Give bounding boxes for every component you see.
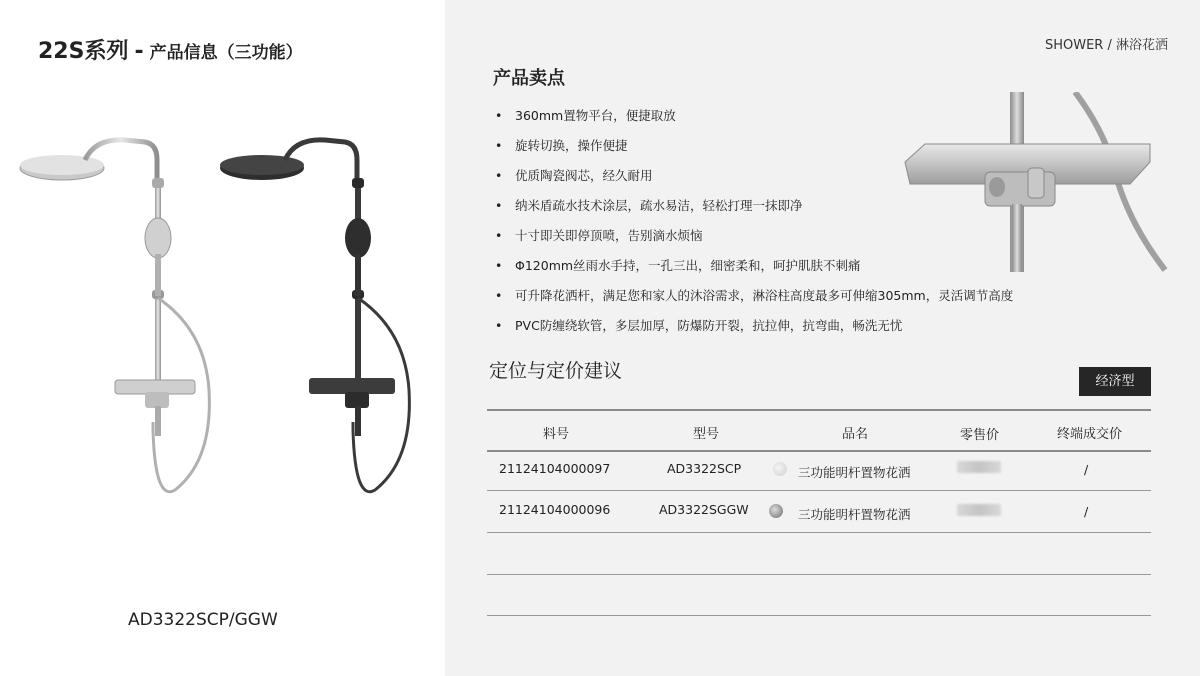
cell-model: AD3322SCP bbox=[667, 461, 742, 476]
column-header-model: 型号 bbox=[693, 427, 720, 442]
selling-points-title: 产品卖点 bbox=[493, 68, 565, 89]
pricing-section-title: 定位与定价建议 bbox=[489, 360, 623, 382]
product-info-panel bbox=[445, 0, 1200, 676]
page-subtitle: 产品信息（三功能） bbox=[149, 43, 303, 63]
chrome-shower-image bbox=[15, 130, 225, 510]
tier-badge: 经济型 bbox=[1079, 367, 1151, 396]
title-dash: - bbox=[134, 39, 144, 64]
category-label: SHOWER / 淋浴花洒 bbox=[1044, 38, 1168, 53]
column-header-product-name: 品名 bbox=[842, 427, 869, 442]
series-name: 22S系列 bbox=[38, 39, 129, 64]
row-divider bbox=[487, 490, 1151, 491]
selling-point: • 十寸即关即停顶喷，告别滴水烦恼 bbox=[493, 226, 1013, 256]
table-top-border bbox=[487, 409, 1151, 411]
cell-product-name: 三功能明杆置物花洒 bbox=[798, 465, 911, 480]
selling-point: • 360mm置物平台，便捷取放 bbox=[493, 106, 1013, 136]
page-title bbox=[38, 34, 303, 65]
black-shower-image bbox=[215, 130, 425, 510]
empty-row-divider bbox=[487, 615, 1151, 616]
column-header-final-price: 终端成交价 bbox=[1057, 427, 1123, 442]
cell-model: AD3322SGGW bbox=[659, 502, 749, 517]
product-model-caption: AD3322SCP/GGW bbox=[128, 610, 278, 630]
cell-part-no: 21124104000097 bbox=[499, 461, 611, 476]
cell-final-price: / bbox=[1084, 504, 1089, 519]
empty-row-divider bbox=[487, 574, 1151, 575]
selling-point: • 旋转切换，操作便捷 bbox=[493, 136, 1013, 166]
selling-point: • Φ120mm丝雨水手持，一孔三出，细密柔和，呵护肌肤不刺痛 bbox=[493, 256, 1013, 286]
retail-price-redacted bbox=[957, 461, 1001, 473]
cell-part-no: 21124104000096 bbox=[499, 502, 611, 517]
selling-point: • 优质陶瓷阀芯，经久耐用 bbox=[493, 166, 1013, 196]
selling-point: • PVC防缠绕软管，多层加厚，防爆防开裂，抗拉伸，抗弯曲，畅洗无忧 bbox=[493, 316, 1013, 346]
selling-point: • 纳米盾疏水技术涂层，疏水易洁，轻松打理一抹即净 bbox=[493, 196, 1013, 226]
row-divider bbox=[487, 532, 1151, 533]
cell-product-name: 三功能明杆置物花洒 bbox=[798, 507, 911, 522]
column-header-retail-price: 零售价 bbox=[960, 428, 1000, 443]
column-header-part-no: 料号 bbox=[543, 427, 570, 442]
cell-final-price: / bbox=[1084, 462, 1089, 477]
chrome-finish-swatch bbox=[773, 462, 787, 476]
product-image-panel bbox=[0, 0, 445, 676]
shelf-detail-image bbox=[900, 92, 1175, 272]
retail-price-redacted bbox=[957, 504, 1001, 516]
table-header-border bbox=[487, 450, 1151, 452]
gunmetal-finish-swatch bbox=[769, 504, 783, 518]
selling-point: • 可升降花洒杆，满足您和家人的沐浴需求，淋浴柱高度最多可伸缩305mm，灵活调节高度 bbox=[493, 286, 1013, 316]
